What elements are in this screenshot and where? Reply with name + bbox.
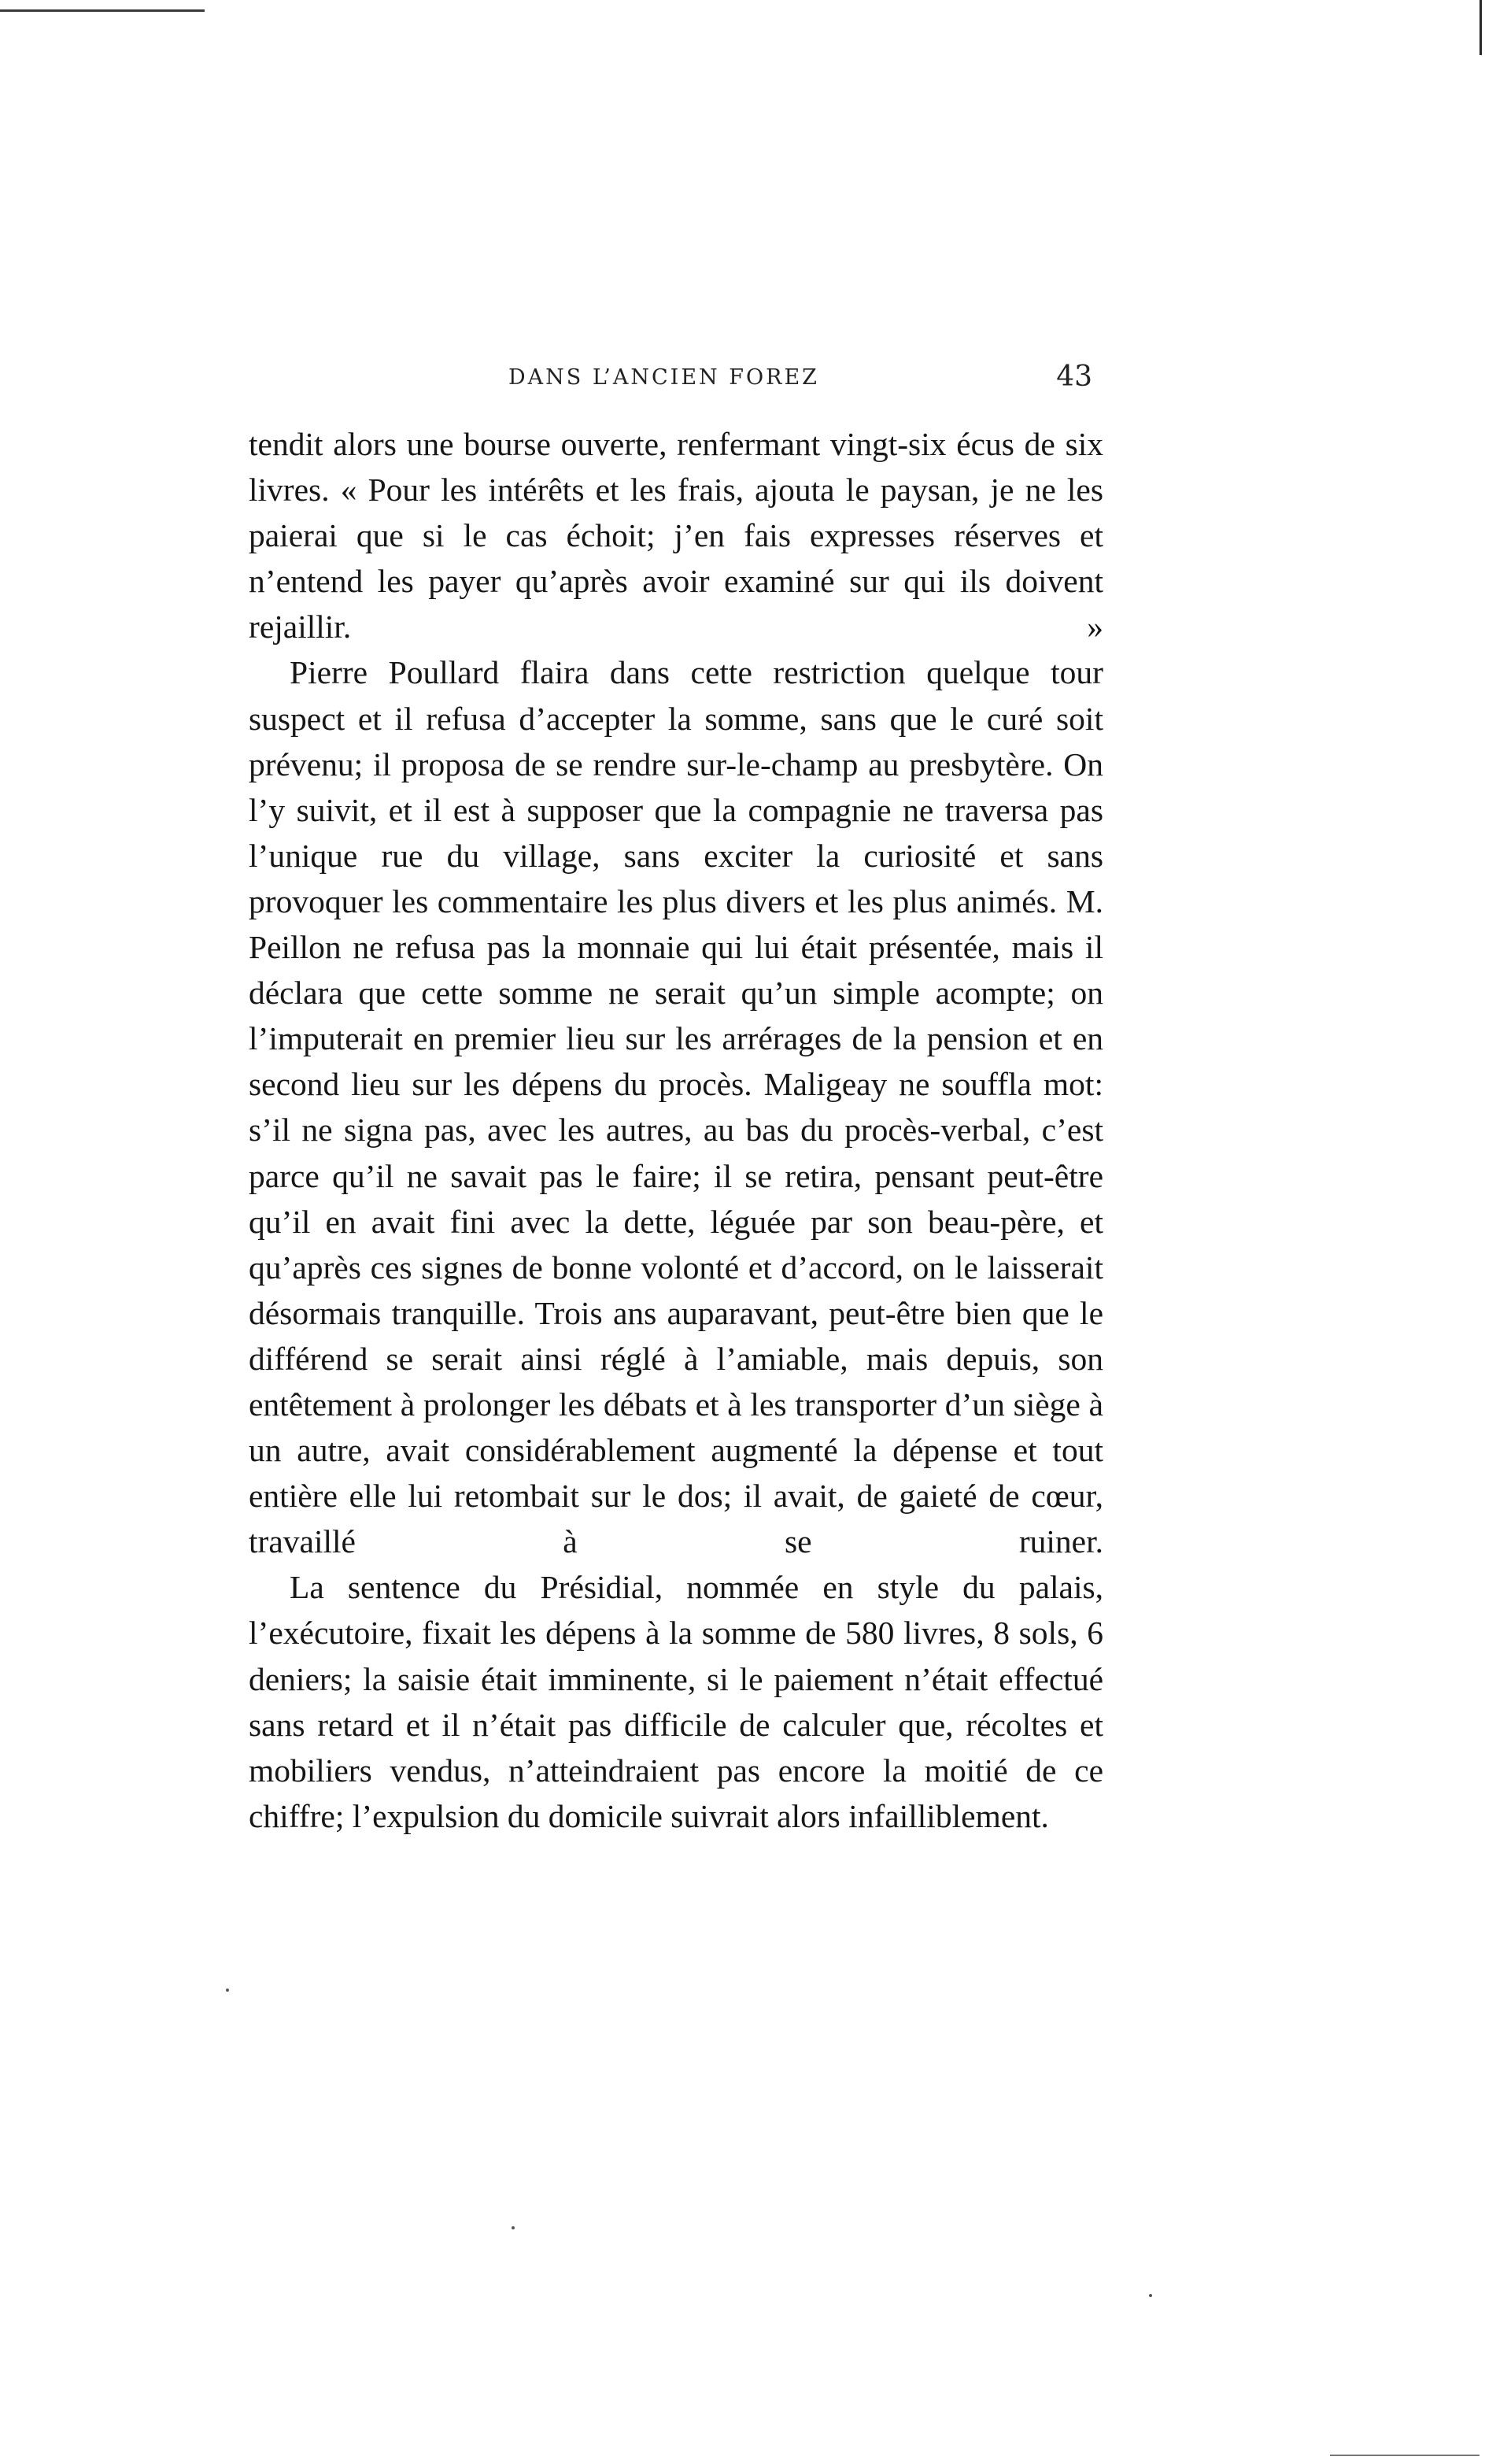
scan-edge-mark (1330, 2455, 1479, 2456)
running-head (249, 361, 1106, 400)
scan-speck (512, 2226, 515, 2229)
page-number: 43 (1056, 361, 1092, 393)
body-text (249, 421, 1103, 1839)
scan-edge-mark (1479, 0, 1482, 55)
scan-edge-mark (0, 9, 205, 12)
paragraph: Pierre Poullard flaira dans cette restriction quelque tour suspect et il refusa d’accepter la somme, sans que le curé soit prévenu; il proposa de se rendre sur-le-champ au presbytère. On l’y suivit, et il est à supposer que la compagnie ne traversa pas l’unique rue du village, sans exciter la curiosité et sans provoquer les commentaire les plus divers et les plus animés. M. Peillon ne refusa pas la monnaie qui lui était présentée, mais il déclara que cette somme ne serait qu’un simple acompte; on l’imputerait en premier lieu sur les arrérages de la pension et en second lieu sur les dépens du procès. Maligeay ne souffla mot: s’il ne signa pas, avec les autres, au bas du procès-verbal, c’est parce qu’il ne savait pas le faire; il se retira, pensant peut-être qu’il en avait fini avec la dette, léguée par son beau-père, et qu’après ces signes de bonne volonté et d’accord, on le laisserait désormais tranquille. Trois ans auparavant, peut-être bien que le différend se serait ainsi réglé à l’amiable, mais depuis, son entêtement à prolonger les débats et à les transporter d’un siège à un autre, avait considérablement augmenté la dépense et tout entière elle lui retombait sur le dos; il avait, de gaieté de cœur, travaillé à se ruiner. (249, 654, 1103, 1560)
scan-speck (226, 1989, 229, 1992)
paragraph: La sentence du Présidial, nommée en style du palais, l’exécutoire, fixait les dépens à la somme de 580 livres, 8 sols, 6 deniers; la saisie était imminente, si le paiement n’était effectué sans retard et il n’était pas difficile de calculer que, récoltes et mobiliers vendus, n’atteindraient pas encore la moitié de ce chiffre; l’expulsion du domicile suivrait alors infailliblement. (249, 1569, 1103, 1834)
running-title: DANS L’ANCIEN FOREZ (508, 365, 819, 390)
scan-speck (1149, 2294, 1152, 2297)
paragraph: tendit alors une bourse ouverte, renfermant vingt-six écus de six livres. « Pour les intérêts et les frais, ajouta le paysan, je ne les paierai que si le cas échoit; j’en fais expresses réserves et n’entend les payer qu’après avoir examiné sur qui ils doivent rejaillir. » (249, 426, 1103, 646)
